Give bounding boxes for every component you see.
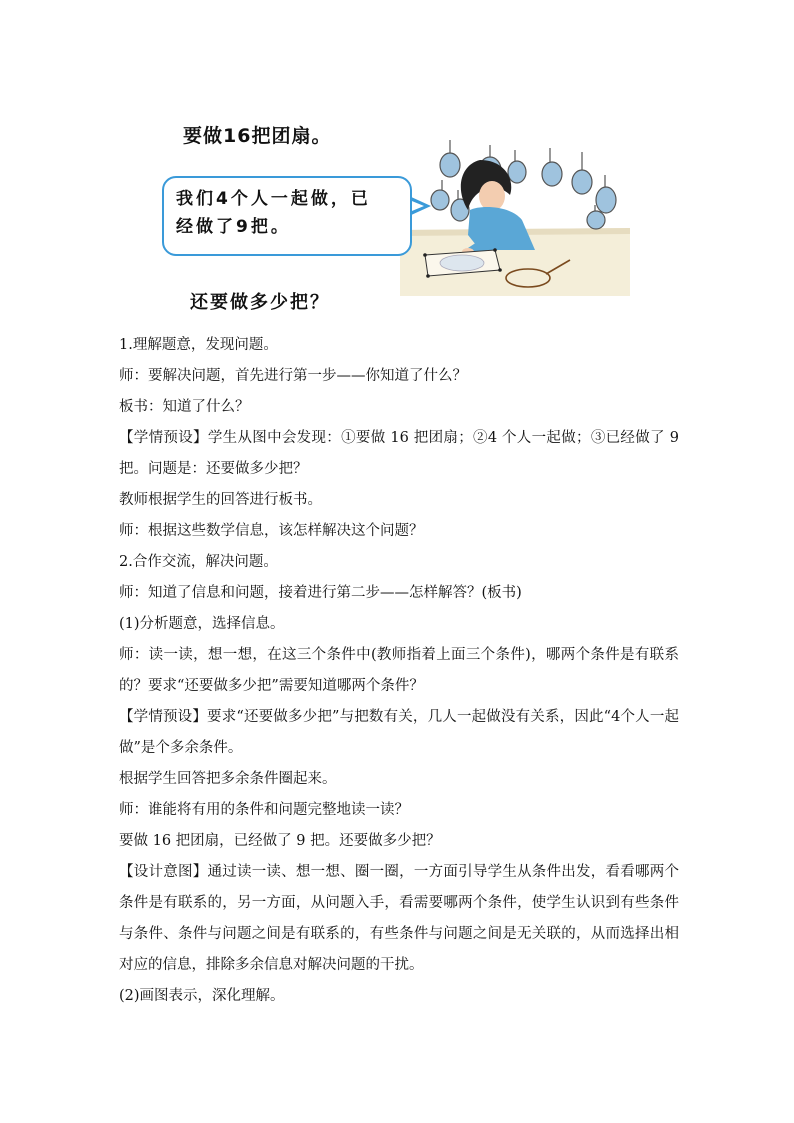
paragraph: 师：要解决问题，首先进行第一步——你知道了什么？ — [119, 368, 467, 384]
paragraph: 师：根据这些数学信息，该怎样解决这个问题？ — [119, 523, 424, 539]
illustration-caption-top: 要做16把团扇。 — [183, 125, 332, 147]
paragraph: 师：知道了信息和问题，接着进行第二步——怎样解答？(板书) — [119, 585, 522, 601]
bubble-line-1: 我们4个人一起做，已 — [176, 189, 371, 209]
paragraph: 师：谁能将有用的条件和问题完整地读一读？ — [119, 802, 409, 818]
bubble-line-2: 经做了9把。 — [176, 217, 291, 237]
paragraph: 板书：知道了什么？ — [119, 399, 250, 415]
speech-bubble — [162, 176, 412, 256]
paragraph: 要做 16 把团扇，已经做了 9 把。还要做多少把？ — [119, 833, 441, 849]
subsection-heading-2: (2)画图表示，深化理解。 — [119, 988, 285, 1004]
paragraph: 根据学生回答把多余条件圈起来。 — [119, 771, 337, 787]
paragraph: 师：读一读，想一想，在这三个条件中(教师指着上面三个条件)，哪两个条件是有联系的？要求“还要做多少把”需要知道哪两个条件？ — [119, 647, 679, 694]
lesson-content — [119, 330, 679, 1012]
section-heading-2: 2.合作交流，解决问题。 — [119, 554, 278, 570]
paragraph: 【设计意图】通过读一读、想一想、圈一圈，一方面引导学生从条件出发，看看哪两个条件是有联系的，另一方面，从问题入手，看需要哪两个条件，使学生认识到有些条件与条件、条件与问题之间是有联系的，有些条件与问题之间是无关联的，从而选择出相对应的信息，排除多余信息对解决问题的干扰。 — [119, 864, 679, 973]
subsection-heading-1: (1)分析题意，选择信息。 — [119, 616, 285, 632]
section-heading-1: 1.理解题意，发现问题。 — [119, 337, 278, 353]
paragraph: 教师根据学生的回答进行板书。 — [119, 492, 322, 508]
illustration-caption-bottom: 还要做多少把？ — [190, 292, 330, 313]
hanging-fans — [431, 140, 616, 229]
paragraph: 【学情预设】要求“还要做多少把”与把数有关，几人一起做没有关系，因此“4个人一起做”是个多余条件。 — [119, 709, 679, 756]
paragraph: 【学情预设】学生从图中会发现：①要做 16 把团扇；②4 个人一起做；③已经做了 9 把。问题是：还要做多少把？ — [119, 430, 679, 477]
